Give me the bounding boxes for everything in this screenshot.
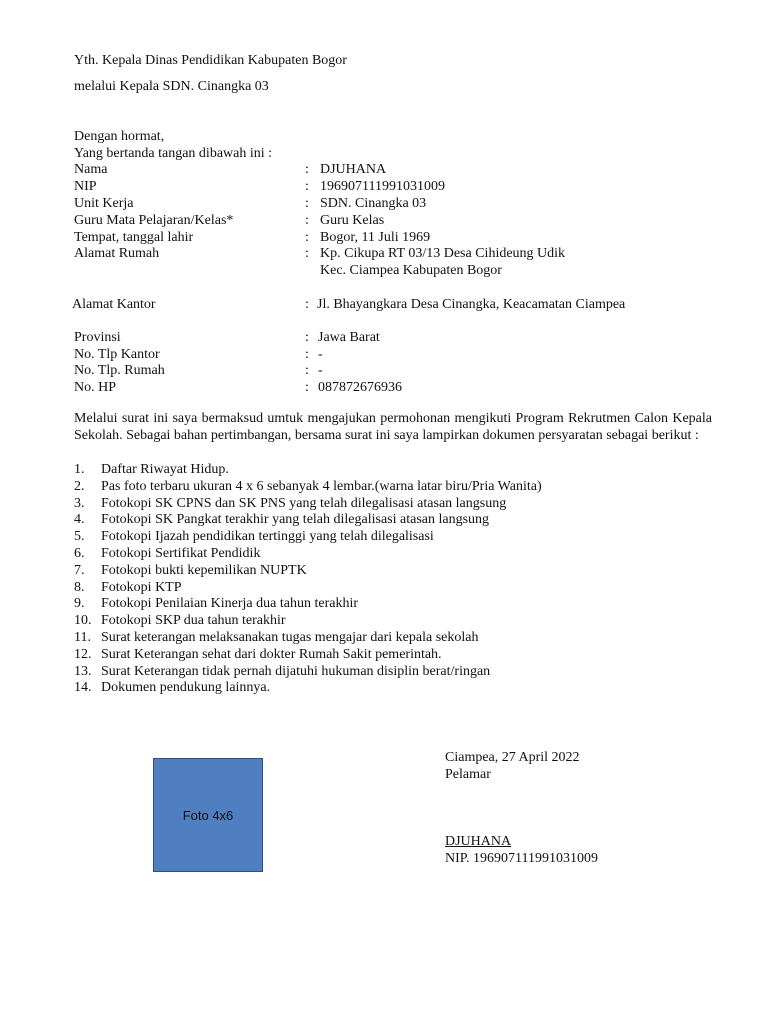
list-text: Daftar Riwayat Hidup. bbox=[101, 462, 229, 477]
list-text: Surat keterangan melaksanakan tugas mengajar dari kepala sekolah bbox=[101, 629, 479, 645]
field-value: Kp. Cikupa RT 03/13 Desa Cihideung Udik bbox=[320, 246, 566, 261]
field-value: Guru Kelas bbox=[320, 213, 385, 228]
signature-name: DJUHANA bbox=[445, 834, 512, 849]
field-value: 087872676936 bbox=[318, 380, 402, 395]
list-text: Fotokopi KTP bbox=[101, 579, 182, 595]
field-label: Nama bbox=[74, 162, 108, 177]
photo-label: Foto 4x6 bbox=[182, 807, 234, 823]
photo-placeholder bbox=[153, 758, 263, 872]
recipient-line-2: melalui Kepala SDN. Cinangka 03 bbox=[74, 79, 269, 94]
field-label: Tempat, tanggal lahir bbox=[74, 230, 194, 245]
field-colon: : bbox=[305, 363, 309, 378]
field-label: Alamat Kantor bbox=[72, 297, 156, 312]
field-value-continuation: Kec. Ciampea Kabupaten Bogor bbox=[320, 263, 502, 278]
list-number: 9. bbox=[74, 596, 85, 612]
field-label: No. Tlp. Rumah bbox=[74, 363, 165, 378]
field-value: Jl. Bhayangkara Desa Cinangka, Keacamatan Ciampea bbox=[317, 297, 626, 312]
field-value: SDN. Cinangka 03 bbox=[320, 196, 427, 211]
list-number: 12. bbox=[74, 646, 92, 662]
signature-nip: NIP. 196907111991031009 bbox=[445, 851, 598, 866]
field-colon: : bbox=[305, 196, 309, 211]
list-text: Fotokopi bukti kepemilikan NUPTK bbox=[101, 562, 307, 578]
field-colon: : bbox=[305, 347, 309, 362]
field-colon: : bbox=[305, 330, 309, 345]
field-value: Bogor, 11 Juli 1969 bbox=[320, 230, 431, 245]
field-label: Alamat Rumah bbox=[74, 246, 160, 261]
field-value: Jawa Barat bbox=[318, 330, 380, 345]
list-text: Fotokopi SKP dua tahun terakhir bbox=[101, 613, 286, 629]
body-paragraph: Melalui surat ini saya bermaksud umtuk mengajukan permohonan mengikuti Program Rekrutmen Calon Kepala Sekolah. Sebagai bahan pertimbangan, bersama surat ini saya lampirkan dokumen persyaratan sebagai berikut : bbox=[74, 411, 712, 443]
field-value: 196907111991031009 bbox=[320, 179, 445, 194]
list-number: 6. bbox=[74, 545, 85, 561]
field-colon: : bbox=[305, 246, 309, 261]
field-label: Unit Kerja bbox=[74, 196, 134, 211]
list-text: Surat Keterangan sehat dari dokter Rumah Sakit pemerintah. bbox=[101, 646, 442, 662]
field-colon: : bbox=[305, 213, 309, 228]
list-number: 8. bbox=[74, 579, 85, 595]
list-text: Fotokopi Penilaian Kinerja dua tahun terakhir bbox=[101, 596, 358, 612]
list-text: Surat Keterangan tidak pernah dijatuhi hukuman disiplin berat/ringan bbox=[101, 663, 491, 679]
list-text: Fotokopi Ijazah pendidikan tertinggi yang telah dilegalisasi bbox=[101, 529, 434, 545]
list-text: Pas foto terbaru ukuran 4 x 6 sebanyak 4 lembar.(warna latar biru/Pria Wanita) bbox=[101, 478, 542, 494]
field-value: DJUHANA bbox=[320, 162, 387, 177]
list-number: 7. bbox=[74, 562, 85, 578]
list-number: 11. bbox=[74, 629, 91, 645]
field-colon: : bbox=[305, 230, 309, 245]
list-number: 4. bbox=[74, 512, 85, 528]
field-colon: : bbox=[305, 179, 309, 194]
list-number: 5. bbox=[74, 529, 85, 545]
field-value: - bbox=[318, 363, 323, 378]
list-number: 10. bbox=[74, 613, 92, 629]
list-number: 14. bbox=[74, 680, 92, 696]
list-number: 2. bbox=[74, 478, 85, 494]
field-colon: : bbox=[305, 380, 309, 395]
list-text: Fotokopi SK Pangkat terakhir yang telah dilegalisasi atasan langsung bbox=[101, 512, 490, 528]
salutation: Dengan hormat, bbox=[74, 129, 165, 144]
signature-role: Pelamar bbox=[445, 767, 491, 782]
field-colon: : bbox=[305, 297, 309, 312]
field-label: NIP bbox=[74, 179, 97, 194]
list-number: 13. bbox=[74, 663, 92, 679]
signature-place-date: Ciampea, 27 April 2022 bbox=[445, 750, 580, 765]
field-label: No. Tlp Kantor bbox=[74, 347, 160, 362]
list-text: Fotokopi SK CPNS dan SK PNS yang telah dilegalisasi atasan langsung bbox=[101, 495, 507, 511]
field-label: No. HP bbox=[74, 380, 117, 395]
list-number: 1. bbox=[74, 462, 85, 477]
list-text: Dokumen pendukung lainnya. bbox=[101, 680, 271, 696]
field-label: Guru Mata Pelajaran/Kelas* bbox=[74, 213, 234, 228]
field-value: - bbox=[318, 347, 323, 362]
field-label: Provinsi bbox=[74, 330, 121, 345]
field-colon: : bbox=[305, 162, 309, 177]
list-text: Fotokopi Sertifikat Pendidik bbox=[101, 545, 261, 561]
intro-text: Yang bertanda tangan dibawah ini : bbox=[74, 146, 273, 161]
recipient-line-1: Yth. Kepala Dinas Pendidikan Kabupaten Bogor bbox=[74, 53, 347, 68]
list-number: 3. bbox=[74, 495, 85, 511]
